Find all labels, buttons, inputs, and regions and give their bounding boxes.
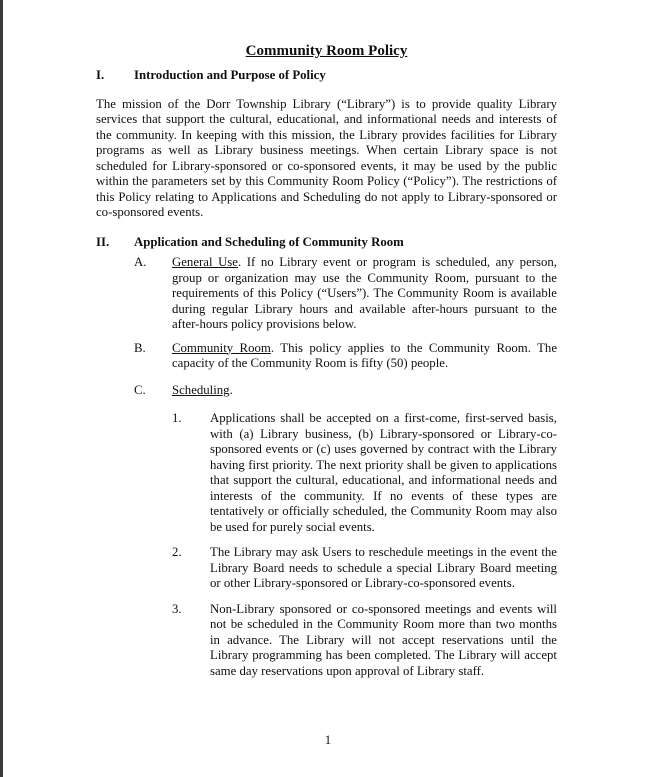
sub-item-1: [172, 411, 557, 535]
list-item-separator: .: [270, 340, 275, 355]
page-number: 1: [324, 733, 332, 747]
list-item-label: A.: [134, 255, 147, 269]
section-numeral: II.: [96, 234, 110, 249]
intro-paragraph: The mission of the Dorr Township Library (“Library”) is to provide quality Library services that support the cultural, educational, and informational needs and interests of the community. In keeping with this mission, the Library provides facilities for Library programs as well as Library business meetings. When certain Library space is not scheduled for Library-sponsored or co-sponsored events, it may be used by the public within the parameters set by this Community Room Policy (“Policy”). The restrictions of this Policy relating to Applications and Scheduling do not apply to Library-sponsored or co-sponsored events.: [96, 96, 557, 219]
list-item-body: [172, 341, 557, 372]
sub-item-label: 2.: [172, 545, 182, 559]
list-item-text: If no Library event or program is scheduled, any person, group or organization may use the Community Room, pursuant to the requirements of this Policy (“Users”). The Community Room is available during regular Library hours and available after-hours pursuant to the after-hours policy provisions below.: [172, 255, 557, 331]
sub-item-2: [172, 545, 557, 592]
sub-item-text: Non-Library sponsored or co-sponsored meetings and events will not be scheduled in the Community Room more than two months in advance. The Library will not accept reservations until the Library programming has been completed. The Library will accept same day reservations upon approval of Library staff.: [210, 601, 557, 678]
list-item-separator: .: [229, 382, 233, 397]
list-item-label: B.: [134, 340, 146, 355]
list-item-lead: General Use: [172, 255, 238, 269]
sub-item-text: The Library may ask Users to reschedule meetings in the event the Library Board needs to schedule a special Library Board meeting or other Library-sponsored or Library-co-sponsored events.: [210, 545, 557, 590]
list-item-general-use: [134, 255, 557, 333]
list-item-label: C.: [134, 382, 146, 397]
sub-item-3: [172, 602, 557, 680]
section-heading-text: Application and Scheduling of Community Room: [134, 234, 404, 249]
list-item-lead: Scheduling: [172, 382, 230, 397]
section-heading-application: [96, 235, 557, 251]
document-title: Community Room Policy: [245, 43, 408, 59]
list-item-body: [172, 255, 557, 333]
sub-item-label: 3.: [172, 601, 182, 616]
list-item-scheduling: [134, 383, 557, 399]
list-item-community-room: [134, 341, 557, 372]
section-heading-text: Introduction and Purpose of Policy: [134, 68, 326, 82]
list-item-lead: Community Room: [172, 340, 271, 355]
section-numeral: I.: [96, 68, 105, 82]
section-heading-intro: [96, 68, 557, 84]
sub-item-text: Applications shall be accepted on a first-come, first-served basis, with (a) Library business, (b) Library-sponsored or Library-co-sponsored events or (c) uses governed by contract with the Library having first priority. The next priority shall be given to applications that support the cultural, educational, and informational needs and interests of the community. If no events of these types are tentatively or officially scheduled, the Community Room may also be used for purely social events.: [210, 411, 557, 534]
sub-item-label: 1.: [172, 411, 182, 425]
list-item-text: This policy applies to the Community Room. The capacity of the Community Room is fifty (50) people.: [172, 340, 558, 370]
list-item-body: [172, 383, 557, 399]
list-item-separator: .: [237, 255, 242, 269]
